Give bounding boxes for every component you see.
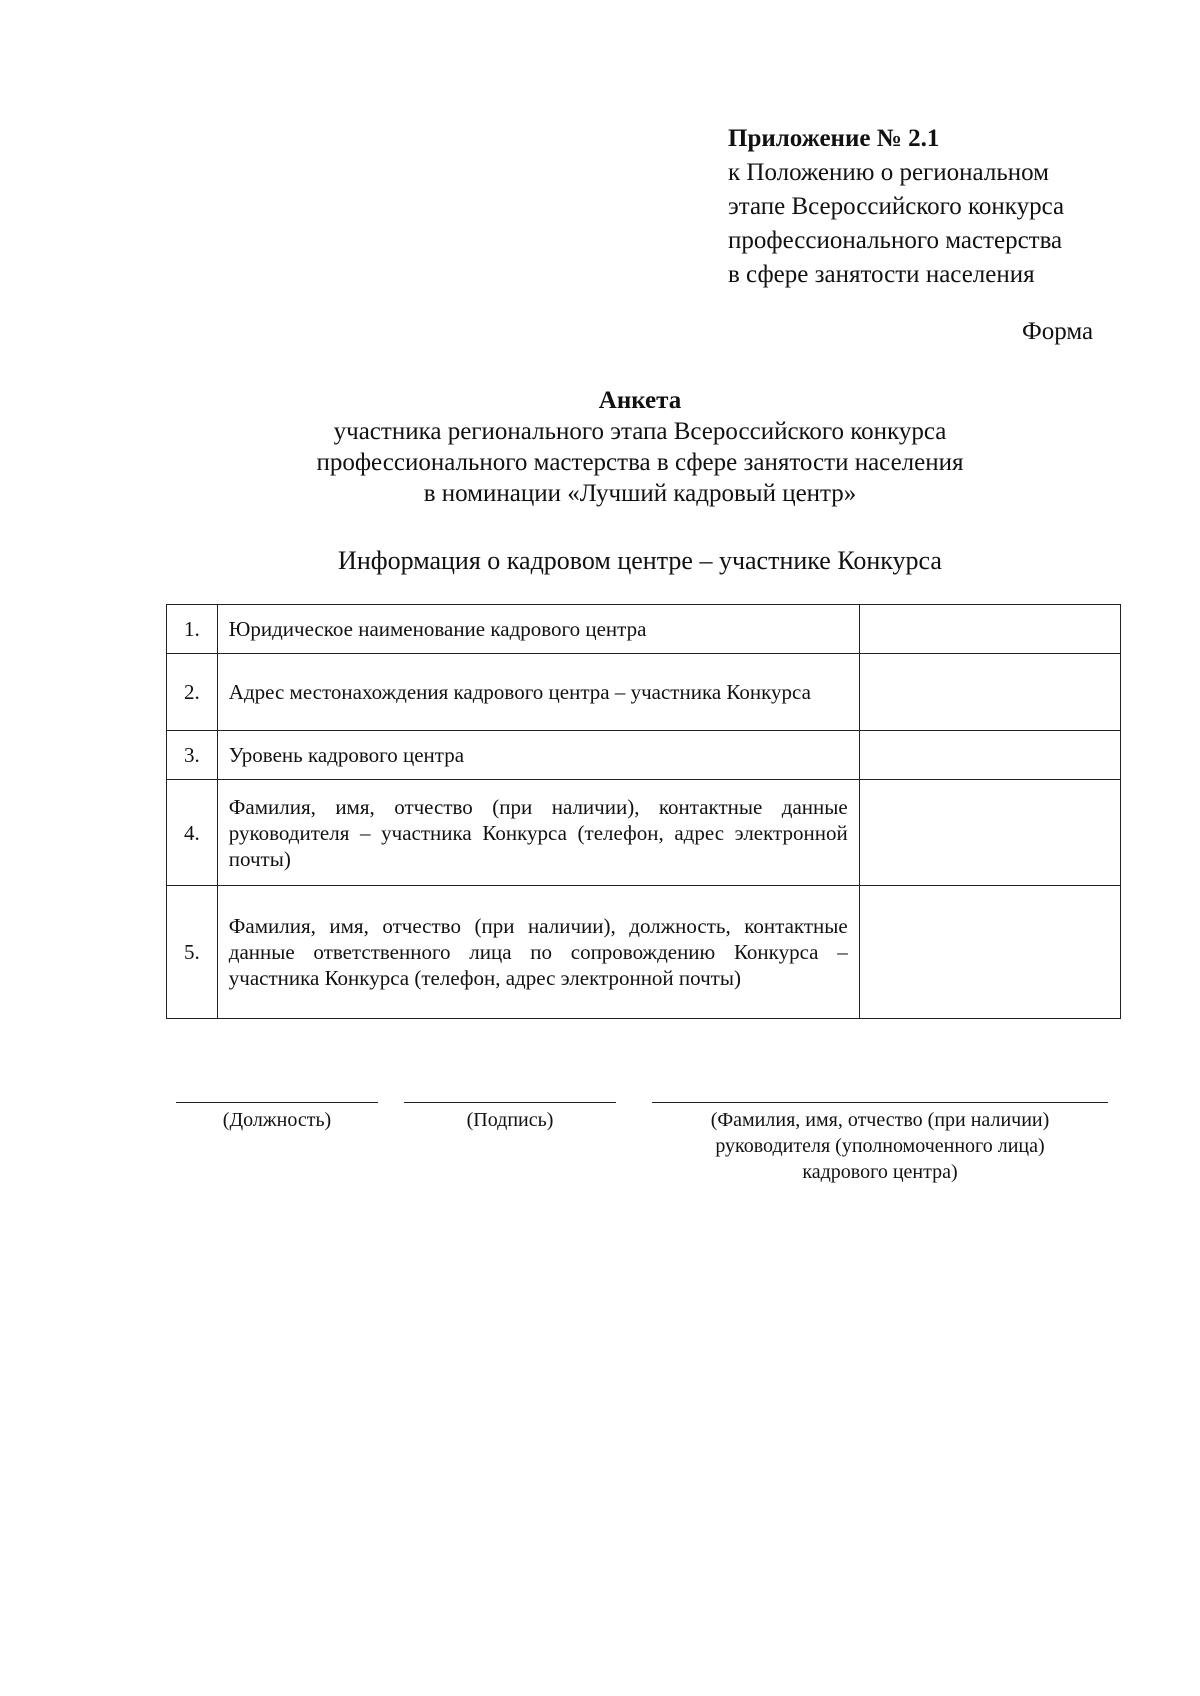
row-value-field[interactable] (859, 731, 1120, 780)
row-number: 1. (167, 605, 218, 654)
appendix-line: к Положению о региональном (728, 159, 1049, 186)
appendix-line: этапе Всероссийского конкурса (728, 193, 1065, 220)
signature-sign-block[interactable] (404, 1102, 616, 1133)
row-label: Уровень кадрового центра (217, 731, 859, 780)
appendix-title: Приложение № 2.1 (728, 125, 940, 152)
name-caption-line: (Фамилия, имя, отчество (при наличии) (710, 1109, 1050, 1131)
name-caption-line: кадрового центра) (802, 1161, 958, 1183)
signature-position-block[interactable] (176, 1102, 378, 1133)
row-number: 4. (167, 780, 218, 886)
appendix-line: в сфере занятости населения (728, 261, 1035, 288)
appendix-line: профессионального мастерства (728, 227, 1063, 254)
section-title: Информация о кадровом центре – участнике Конкурса (338, 546, 942, 575)
row-value-field[interactable] (859, 605, 1120, 654)
table-row (167, 731, 1121, 780)
questionnaire-heading (160, 385, 1120, 509)
row-value-field[interactable] (859, 780, 1120, 886)
row-label: Фамилия, имя, отчество (при наличии), контактные данные руководителя – участника Конкурса (телефон, адрес электронной почты) (217, 780, 859, 886)
questionnaire-subtitle-line: профессионального мастерства в сфере занятости населения (316, 449, 964, 476)
row-label: Фамилия, имя, отчество (при наличии), должность, контактные данные ответственного лица по сопровождению Конкурса – участника Конкурса (телефон, адрес электронной почты) (217, 886, 859, 1019)
table-row (167, 886, 1121, 1019)
questionnaire-subtitle-line: в номинации «Лучший кадровый центр» (423, 480, 857, 507)
form-label: Форма (1022, 318, 1094, 345)
row-number: 2. (167, 654, 218, 731)
row-number: 5. (167, 886, 218, 1019)
signature-caption: (Подпись) (466, 1109, 554, 1131)
table-row (167, 780, 1121, 886)
appendix-block (728, 122, 1064, 292)
row-value-field[interactable] (859, 886, 1120, 1019)
questionnaire-title: Анкета (598, 387, 682, 414)
row-number: 3. (167, 731, 218, 780)
table-row (167, 605, 1121, 654)
row-label: Юридическое наименование кадрового центра (217, 605, 859, 654)
table-row (167, 654, 1121, 731)
position-caption: (Должность) (222, 1109, 332, 1131)
name-caption-line: руководителя (уполномоченного лица) (715, 1135, 1045, 1157)
row-value-field[interactable] (859, 654, 1120, 731)
questionnaire-subtitle-line: участника регионального этапа Всероссийского конкурса (333, 418, 947, 445)
row-label: Адрес местонахождения кадрового центра – участника Конкурса (217, 654, 859, 731)
signature-name-block[interactable] (652, 1102, 1108, 1185)
info-table (166, 604, 1121, 1019)
